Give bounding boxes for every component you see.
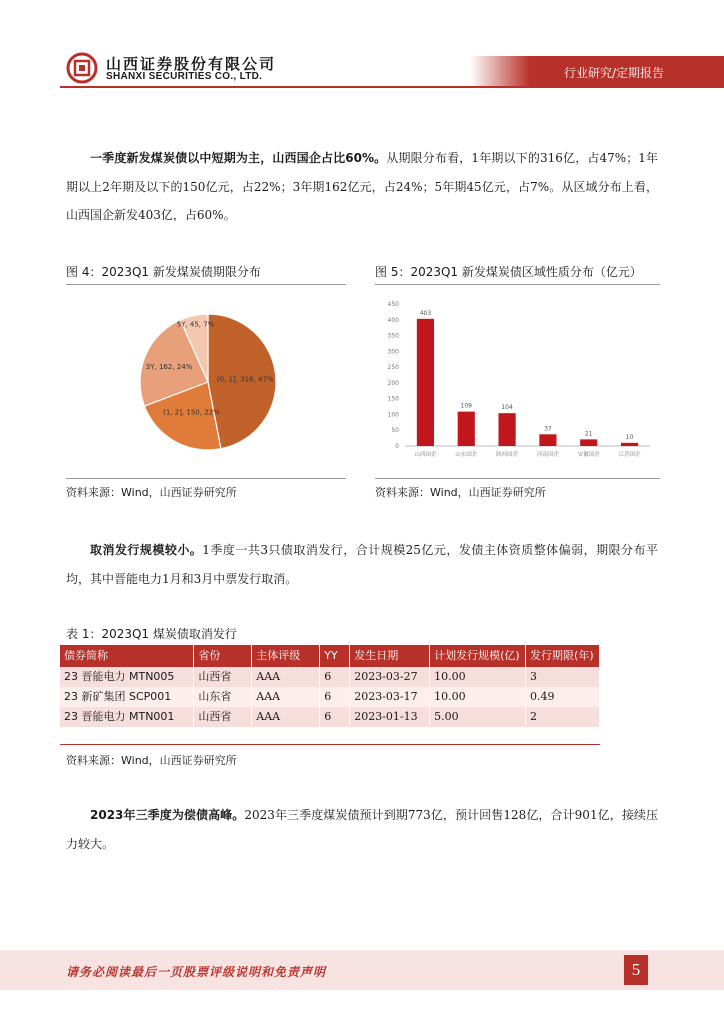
fig5-source: 资料来源：Wind，山西证券研究所 — [375, 486, 546, 499]
cell-rating: AAA — [252, 707, 320, 727]
y-tick-label: 250 — [387, 364, 399, 372]
fig5-bottom-rule — [375, 478, 660, 479]
bar — [499, 413, 516, 446]
pie-slice-label: (0, 1], 316, 47% — [216, 375, 274, 384]
pie-chart — [66, 290, 346, 475]
pie-slice-label: (1, 2], 150, 22% — [163, 408, 220, 417]
cancelled-bonds-table — [60, 645, 600, 727]
paragraph-body: 从期限分布看，1年期以下的316亿，占47%；1年期以上2年期及以下的150亿元，占22%；3年期162亿元，占24%；5年期45亿元，占7%。从区域分布上看，山西国企新发403亿，占60%。 — [66, 151, 658, 222]
cell-province: 山东省 — [194, 687, 252, 707]
company-name-en: SHANXI SECURITIES CO., LTD. — [106, 71, 263, 82]
cell-province: 山西省 — [194, 707, 252, 727]
col-header: 发生日期 — [350, 645, 430, 667]
y-tick-label: 100 — [387, 411, 399, 419]
bar-value-label: 10 — [625, 433, 634, 441]
cell-rating: AAA — [252, 687, 320, 707]
col-header: 计划发行规模(亿) — [430, 645, 526, 667]
cell-term: 2 — [526, 707, 600, 727]
header-divider — [60, 86, 724, 88]
paragraph-cancellation — [66, 536, 658, 593]
paragraph-maturity — [66, 801, 658, 858]
report-type: 行业研究/定期报告 — [563, 66, 664, 80]
col-header: 发行期限(年) — [526, 645, 600, 667]
col-header: 省份 — [194, 645, 252, 667]
x-category-label: 山东国企 — [455, 452, 478, 458]
table1-title: 表 1：2023Q1 煤炭债取消发行 — [66, 627, 237, 641]
paragraph-lead: 一季度新发煤炭债以中短期为主，山西国企占比60%。 — [90, 151, 387, 165]
pie-slice-label: 5Y, 45, 7% — [176, 320, 215, 329]
company-name-cn: 山西证券股份有限公司 — [106, 55, 277, 73]
footer-disclaimer: 请务必阅读最后一页股票评级说明和免责声明 — [66, 965, 327, 979]
bar — [580, 439, 597, 446]
bar — [621, 443, 638, 446]
y-tick-label: 350 — [387, 332, 399, 340]
company-logo-icon — [66, 52, 102, 84]
fig4-bottom-rule — [66, 478, 346, 479]
y-tick-label: 450 — [387, 301, 399, 308]
cell-yy: 6 — [320, 687, 350, 707]
table-row — [60, 707, 600, 727]
cell-yy: 6 — [320, 707, 350, 727]
pie-slice-label: 3Y, 162, 24% — [145, 362, 193, 371]
x-category-label: 山西国企 — [414, 452, 437, 458]
bar-value-label: 109 — [460, 402, 472, 410]
cell-province: 山西省 — [194, 667, 252, 687]
x-category-label: 安徽国企 — [577, 452, 600, 458]
table-row — [60, 667, 600, 687]
cell-date: 2023-03-17 — [350, 687, 430, 707]
cell-rating: AAA — [252, 667, 320, 687]
table1-source: 资料来源：Wind，山西证券研究所 — [66, 754, 237, 767]
cell-size: 10.00 — [430, 687, 526, 707]
y-tick-label: 50 — [391, 427, 399, 435]
bar-value-label: 37 — [544, 425, 552, 433]
paragraph-body: 2023年三季度煤炭债预计到期773亿，预计回售128亿，合计901亿，接续压力较大。 — [66, 808, 658, 851]
y-tick-label: 150 — [387, 395, 399, 403]
col-header: 主体评级 — [252, 645, 320, 667]
x-category-label: 陕西国企 — [496, 452, 519, 458]
fig5-top-rule — [375, 284, 660, 285]
cell-bond-name: 23 晋能电力 MTN005 — [60, 667, 194, 687]
bar — [417, 319, 434, 446]
y-tick-label: 400 — [387, 316, 399, 324]
bar-chart — [375, 290, 660, 475]
fig4-source: 资料来源：Wind，山西证券研究所 — [66, 486, 237, 499]
paragraph-lead: 2023年三季度为偿债高峰。 — [90, 808, 245, 822]
bar — [539, 434, 556, 446]
col-header: YY — [320, 645, 350, 667]
col-header: 债券简称 — [60, 645, 194, 667]
bar — [458, 412, 475, 446]
cell-term: 3 — [526, 667, 600, 687]
fig4-top-rule — [66, 284, 346, 285]
paragraph-lead: 取消发行规模较小。 — [90, 543, 203, 557]
paragraph-body: 1季度一共3只债取消发行，合计规模25亿元，发债主体资质整体偏弱，期限分布平均，其中晋能电力1月和3月中票发行取消。 — [66, 543, 658, 586]
y-tick-label: 0 — [395, 443, 399, 450]
cell-date: 2023-03-27 — [350, 667, 430, 687]
table-bottom-rule — [60, 744, 600, 745]
page-number: 5 — [624, 955, 648, 985]
cell-date: 2023-01-13 — [350, 707, 430, 727]
bar-value-label: 21 — [584, 430, 593, 438]
cell-bond-name: 23 晋能电力 MTN001 — [60, 707, 194, 727]
table-row — [60, 687, 600, 707]
table-header-row — [60, 645, 600, 667]
cell-bond-name: 23 新矿集团 SCP001 — [60, 687, 194, 707]
cell-size: 5.00 — [430, 707, 526, 727]
page-header — [0, 0, 724, 95]
cell-size: 10.00 — [430, 667, 526, 687]
cell-term: 0.49 — [526, 687, 600, 707]
bar-value-label: 403 — [419, 309, 432, 317]
x-category-label: 江苏国企 — [618, 452, 641, 458]
y-tick-label: 200 — [387, 379, 399, 387]
bar-value-label: 104 — [501, 404, 513, 412]
cell-yy: 6 — [320, 667, 350, 687]
fig4-title: 图 4：2023Q1 新发煤炭债期限分布 — [66, 265, 261, 279]
y-tick-label: 300 — [387, 348, 399, 356]
paragraph-issuance — [66, 144, 658, 230]
fig5-title: 图 5：2023Q1 新发煤炭债区域性质分布（亿元） — [375, 265, 642, 279]
x-category-label: 河南国企 — [536, 452, 559, 458]
